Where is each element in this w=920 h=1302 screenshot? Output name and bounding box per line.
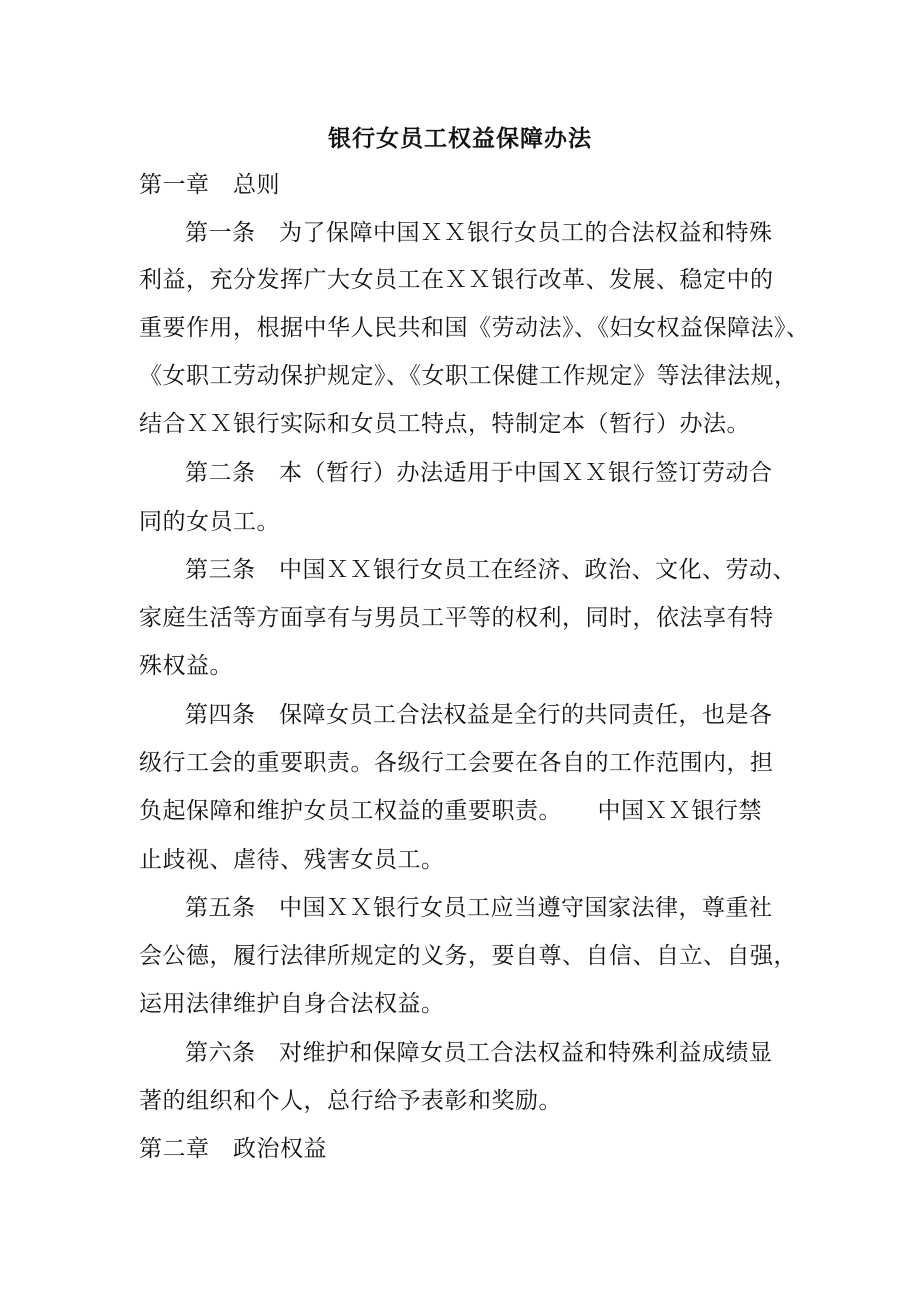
article-3-line-2: 家庭生活等方面享有与男员工平等的权利，同时，依法享有特 bbox=[139, 605, 774, 631]
article-1-line-3: 重要作用，根据中华人民共和国《劳动法》、《妇女权益保障法》、 bbox=[139, 315, 810, 341]
article-1-line-5: 结合ＸＸ银行实际和女员工特点，特制定本（暂行）办法。 bbox=[139, 411, 750, 437]
article-2-line-1: 第二条 本（暂行）办法适用于中国ＸＸ银行签订劳动合 bbox=[185, 460, 773, 486]
article-3-line-1: 第三条 中国ＸＸ银行女员工在经济、政治、文化、劳动、 bbox=[185, 557, 796, 583]
article-1-line-1: 第一条 为了保障中国ＸＸ银行女员工的合法权益和特殊 bbox=[185, 220, 773, 246]
article-5-line-2: 会公德，履行法律所规定的义务，要自尊、自信、自立、自强， bbox=[139, 943, 797, 969]
article-1-line-4: 《女职工劳动保护规定》、《女职工保健工作规定》等法律法规， bbox=[139, 363, 798, 389]
article-4-line-2: 级行工会的重要职责。各级行工会要在各自的工作范围内，担 bbox=[139, 750, 774, 776]
article-1-line-2: 利益，充分发挥广大女员工在ＸＸ银行改革、发展、稳定中的 bbox=[139, 267, 774, 293]
article-2-line-2: 同的女员工。 bbox=[139, 509, 280, 535]
article-4-line-1: 第四条 保障女员工合法权益是全行的共同责任，也是各 bbox=[185, 702, 773, 728]
article-3-line-3: 殊权益。 bbox=[139, 653, 233, 679]
document-title: 银行女员工权益保障办法 bbox=[328, 125, 592, 152]
article-6-line-2: 著的组织和个人，总行给予表彰和奖励。 bbox=[139, 1088, 562, 1114]
chapter-heading-2: 第二章 政治权益 bbox=[139, 1136, 327, 1162]
article-6-line-1: 第六条 对维护和保障女员工合法权益和特殊利益成绩显 bbox=[185, 1040, 773, 1066]
chapter-heading-1: 第一章 总则 bbox=[139, 172, 280, 198]
article-4-line-3: 负起保障和维护女员工权益的重要职责。 中国ＸＸ银行禁 bbox=[139, 798, 762, 824]
article-5-line-3: 运用法律维护自身合法权益。 bbox=[139, 991, 445, 1017]
article-5-line-1: 第五条 中国ＸＸ银行女员工应当遵守国家法律，尊重社 bbox=[185, 895, 773, 921]
article-4-line-4: 止歧视、虐待、残害女员工。 bbox=[139, 847, 445, 873]
